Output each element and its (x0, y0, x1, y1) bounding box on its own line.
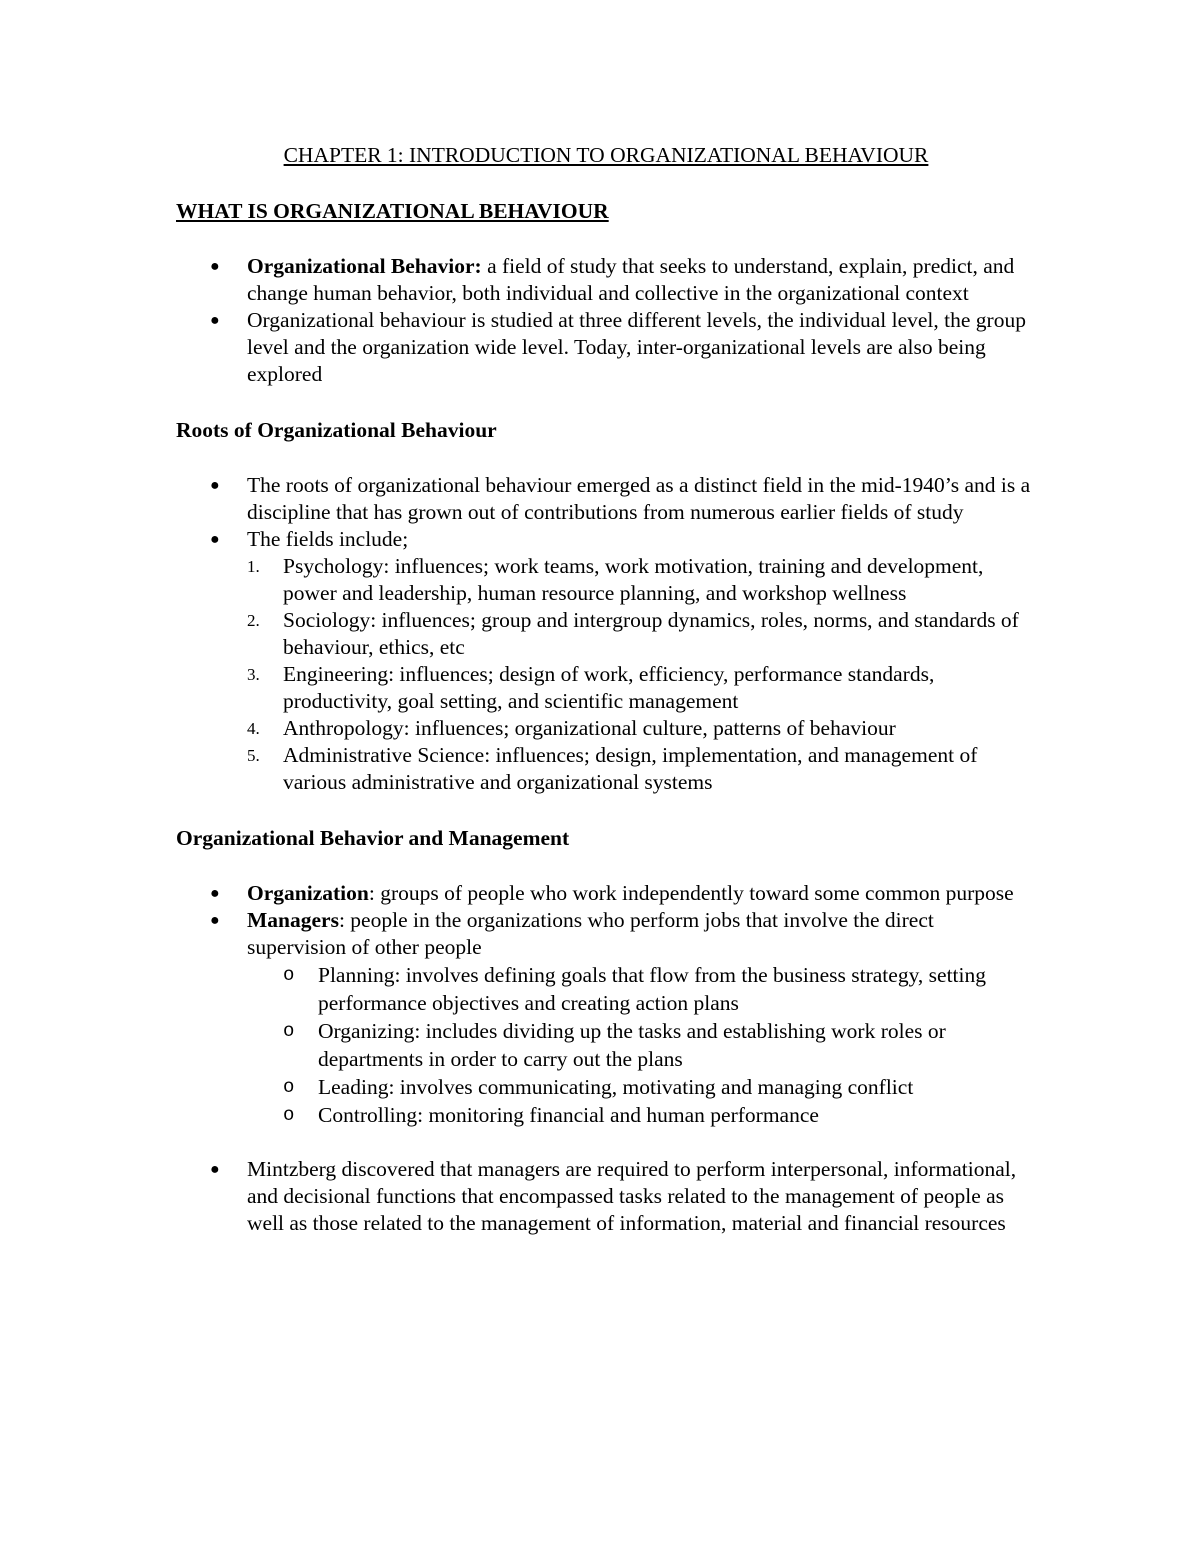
chapter-title: CHAPTER 1: INTRODUCTION TO ORGANIZATIONAL BEHAVIOUR (283, 143, 929, 167)
list-item-text: : people in the organizations who perform jobs that involve the direct supervision of other people (247, 908, 934, 959)
numbered-item-text: Psychology: influences; work teams, work motivation, training and development, power and leadership, human resource planning, and workshop wellness (283, 554, 984, 605)
roots-list (176, 472, 1036, 796)
list-item (176, 907, 1036, 1129)
list-item-text: The roots of organizational behaviour emerged as a distinct field in the mid-1940’s and is a discipline that has grown out of contributions from numerous earlier fields of study (247, 473, 1031, 524)
circle-bullet-icon: o (283, 964, 295, 986)
ob-definition-list (176, 253, 1036, 388)
numbered-item (247, 715, 1036, 742)
sub-list-item (247, 1101, 1036, 1129)
bullet-icon: ● (210, 1161, 220, 1178)
sub-list-item-text: Leading: involves communicating, motivating and managing conflict (318, 1075, 914, 1099)
management-list (176, 880, 1036, 1129)
list-item-text: Mintzberg discovered that managers are required to perform interpersonal, informational, and decisional functions that encompassed tasks related to the management of people as well as those related to the management of information, material and financial resources (247, 1157, 1017, 1235)
sub-list-item-text: Planning: involves defining goals that flow from the business strategy, setting performance objectives and creating action plans (318, 963, 987, 1015)
sub-list-item-text: Controlling: monitoring financial and human performance (318, 1103, 819, 1127)
circle-bullet-icon: o (283, 1104, 295, 1126)
list-item (176, 472, 1036, 526)
bullet-icon: ● (210, 258, 220, 275)
numbered-item-text: Anthropology: influences; organizational culture, patterns of behaviour (283, 716, 896, 740)
item-number: 1. (247, 557, 260, 576)
sub-list-item (247, 1073, 1036, 1101)
bullet-icon: ● (210, 885, 220, 902)
item-number: 2. (247, 611, 260, 630)
document-page (176, 140, 1036, 1264)
sub-list-item (247, 961, 1036, 1017)
bullet-icon: ● (210, 531, 220, 548)
item-number: 5. (247, 746, 260, 765)
term-label: Organizational Behavior: (247, 254, 482, 278)
numbered-item-text: Sociology: influences; group and intergroup dynamics, roles, norms, and standards of behaviour, ethics, etc (283, 608, 1019, 659)
sub-list-item (247, 1017, 1036, 1073)
list-item (176, 1156, 1036, 1237)
circle-bullet-icon: o (283, 1076, 295, 1098)
list-item (176, 253, 1036, 307)
list-item (176, 880, 1036, 907)
section-heading-roots: Roots of Organizational Behaviour (176, 418, 497, 442)
term-label: Managers (247, 908, 339, 932)
bullet-icon: ● (210, 312, 220, 329)
bullet-icon: ● (210, 477, 220, 494)
list-item (176, 526, 1036, 796)
list-item-text: : groups of people who work independently toward some common purpose (368, 881, 1014, 905)
section-heading-what-is-ob: WHAT IS ORGANIZATIONAL BEHAVIOUR (176, 199, 609, 223)
item-number: 4. (247, 719, 260, 738)
numbered-item-text: Engineering: influences; design of work, efficiency, performance standards, productivity, goal setting, and scientific management (283, 662, 935, 713)
numbered-item (247, 607, 1036, 661)
term-label: Organization (247, 881, 369, 905)
circle-bullet-icon: o (283, 1020, 295, 1042)
numbered-item (247, 553, 1036, 607)
list-item-text: Organizational behaviour is studied at three different levels, the individual level, the group level and the organization wide level. Today, inter-organizational levels are also being explored (247, 308, 1026, 386)
bullet-icon: ● (210, 912, 220, 929)
list-item-text: a field of study that seeks to understand, explain, predict, and change human behavior, both individual and collective in the organizational context (247, 254, 1015, 305)
item-number: 3. (247, 665, 260, 684)
section-heading-ob-management: Organizational Behavior and Management (176, 826, 570, 850)
numbered-item-text: Administrative Science: influences; design, implementation, and management of various administrative and organizational systems (283, 743, 978, 794)
list-item (176, 307, 1036, 388)
sub-list-item-text: Organizing: includes dividing up the tasks and establishing work roles or departments in order to carry out the plans (318, 1019, 946, 1071)
numbered-item (247, 661, 1036, 715)
manager-functions-list (247, 961, 1036, 1129)
fields-numbered-list (247, 553, 1036, 796)
mintzberg-list (176, 1156, 1036, 1237)
list-item-text: The fields include; (247, 527, 409, 551)
numbered-item (247, 742, 1036, 796)
